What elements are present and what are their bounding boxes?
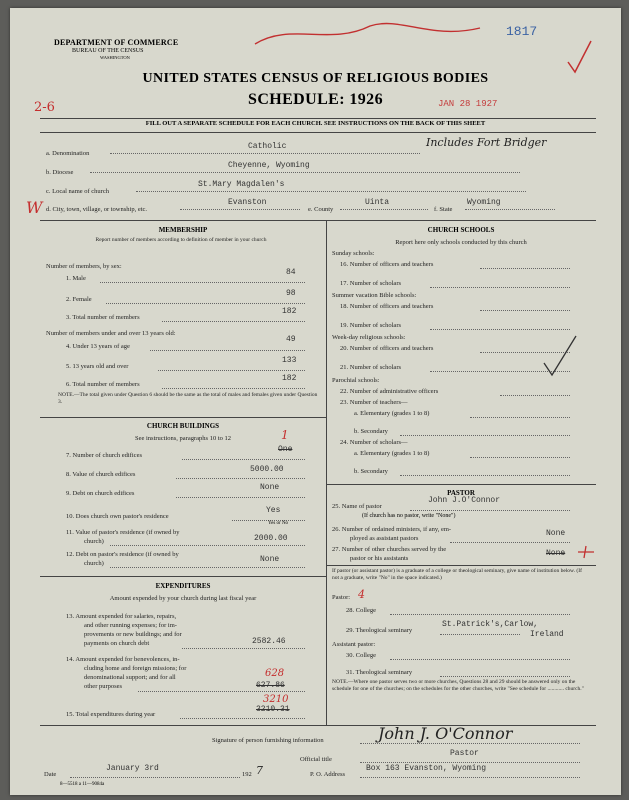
female-label: 2. Female (66, 296, 92, 303)
parochial-label: Parochial schools: (332, 377, 380, 384)
sunday-label: Sunday schools: (332, 250, 375, 257)
residence-value: Yes (266, 506, 281, 515)
benevolences-value: 627.86 (256, 681, 285, 690)
q16-label: 16. Number of officers and teachers (340, 261, 434, 268)
scribble-mark (250, 16, 490, 52)
total-members-label: 3. Total number of members (66, 314, 140, 321)
total-members-value: 182 (282, 307, 297, 316)
q24-label: 24. Number of scholars— (340, 439, 408, 446)
census-schedule-page (10, 8, 621, 795)
pastor-name-note: (If church has no pastor, write "None") (362, 513, 456, 519)
total-exp-label: 15. Total expenditures during year (66, 711, 156, 718)
church-name-value: St.Mary Magdalen's (198, 180, 285, 189)
q23-label: 23. Number of teachers— (340, 399, 408, 406)
total-members2-value: 182 (282, 374, 297, 383)
address-value: Box 163 Evanston, Wyoming (366, 764, 487, 773)
assistant-pastor-label: Assistant pastor: (332, 641, 376, 648)
q26-line1: 26. Number of ordained ministers, if any, em- (332, 526, 452, 533)
by-sex-label: Number of members, by sex: (46, 263, 122, 270)
q20-label: 20. Number of officers and teachers (340, 345, 434, 352)
q24a-label: a. Elementary (grades 1 to 8) (354, 450, 430, 457)
under13-label: 4. Under 13 years of age (66, 343, 130, 350)
year-hw: 7 (256, 764, 263, 777)
summer-label: Summer vacation Bible schools: (332, 292, 417, 299)
salaries-value: 2582.46 (252, 637, 286, 646)
res-debt-value: None (260, 555, 280, 564)
expenditures-heading: EXPENDITURES (155, 582, 211, 590)
check-icon (565, 38, 595, 78)
q29-label: 29. Theological seminary (346, 627, 413, 634)
female-value: 98 (286, 289, 296, 298)
graduate-note: If pastor (or assistant pastor) is a graduate of a college or theological seminary, give name of institution below. (If not a graduate, write "No" in the space indicated.) (332, 568, 582, 581)
q13-line1: 13. Amount expended for salaries, repairs, (66, 613, 177, 620)
q14-line4: other purposes (84, 683, 123, 690)
pastor-heading: PASTOR (447, 489, 475, 497)
diocese-value: Cheyenne, Wyoming (228, 161, 310, 170)
state-label: f. State (434, 206, 453, 213)
pastor-hw: 4 (358, 588, 365, 601)
res-value-value: 2000.00 (254, 534, 288, 543)
date-value: January 3rd (106, 764, 159, 773)
edifices-label: 7. Number of church edifices (66, 452, 142, 459)
page-title: UNITED STATES CENSUS OF RELIGIOUS BODIES (142, 71, 489, 86)
total-exp-value: 3210.31 (256, 705, 290, 714)
q31-label: 31. Theological seminary (346, 669, 413, 676)
red-mark (576, 544, 596, 560)
q13-line2: and other running expenses; for im- (84, 622, 177, 629)
city-value: Evanston (228, 198, 267, 207)
benevolences-hw: 628 (265, 668, 285, 679)
official-title-label: Official title (300, 756, 332, 763)
seminary-line1: St.Patrick's,Carlow, (442, 620, 539, 629)
res-debt-label-1: 12. Debt on pastor's residence (if owned by (66, 551, 179, 558)
weekday-label: Week-day religious schools: (332, 334, 406, 341)
q21-label: 21. Number of scholars (340, 364, 402, 371)
expenditures-intro: Amount expended by your church during last fiscal year (109, 595, 257, 602)
q17-label: 17. Number of scholars (340, 280, 402, 287)
pastor-name-value: John J.O'Connor (428, 496, 501, 505)
yes-no-label: Yes or No (268, 521, 289, 526)
church-name-label: c. Local name of church (46, 188, 109, 195)
pastor-note: NOTE.—Where one pastor serves two or more churches, Questions 28 and 29 should be answered only on the schedule for one of the churches; on the schedules for the other churches, write "See schedule for ............ church." (332, 679, 584, 692)
county-label: e. County (308, 206, 334, 213)
check-icon (540, 333, 580, 379)
res-debt-label-2: church) (84, 560, 104, 567)
seminary-line2: Ireland (530, 630, 564, 639)
q13-line4: payments on church debt (84, 640, 150, 647)
date-label: Date (44, 771, 57, 778)
over13-label: 5. 13 years old and over (66, 363, 129, 370)
margin-w-note: W (26, 198, 43, 217)
official-title-value: Pastor (450, 749, 479, 758)
value-edifices-value: 5000.00 (250, 465, 284, 474)
debt-edifices-value: None (260, 483, 280, 492)
q24b-label: b. Secondary (354, 468, 388, 475)
value-edifices-label: 8. Value of church edifices (66, 471, 136, 478)
fill-out-instruction: FILL OUT A SEPARATE SCHEDULE FOR EACH CHURCH. SEE INSTRUCTIONS ON THE BACK OF THIS SHEET (145, 120, 486, 127)
received-date-stamp: JAN 28 1927 (438, 99, 498, 109)
q27-line1: 27. Number of other churches served by the (332, 546, 447, 553)
signature-value: John J. O'Connor (378, 724, 513, 743)
schools-intro: Report here only schools conducted by this church (395, 239, 527, 246)
department-label: DEPARTMENT OF COMMERCE (54, 38, 179, 47)
res-value-label-2: church) (84, 538, 104, 545)
assistants-value: None (546, 529, 566, 538)
residence-label: 10. Does church own pastor's residence (66, 513, 169, 520)
q18-label: 18. Number of officers and teachers (340, 303, 434, 310)
q13-line3: provements or new buildings; and for (84, 631, 182, 638)
washington-label: WASHINGTON (100, 55, 130, 60)
county-value: Uinta (365, 198, 390, 207)
edifices-value: One (278, 445, 293, 454)
buildings-instr: See instructions, paragraphs 10 to 12 (134, 435, 232, 442)
q23b-label: b. Secondary (354, 428, 388, 435)
other-churches-value: None (546, 549, 566, 558)
margin-note: 2-6 (34, 100, 55, 115)
q26-line2: ployed as assistant pastors (350, 535, 419, 542)
male-value: 84 (286, 268, 296, 277)
age-heading: Number of members under and over 13 years old: (46, 330, 176, 337)
male-label: 1. Male (66, 275, 86, 282)
schedule-title: SCHEDULE: 1926 (248, 91, 383, 108)
q30-label: 30. College (346, 652, 376, 659)
q22-label: 22. Number of administrative officers (340, 388, 439, 395)
pastor-name-label: 25. Name of pastor (332, 503, 382, 510)
under13-value: 49 (286, 335, 296, 344)
q23a-label: a. Elementary (grades 1 to 8) (354, 410, 430, 417)
q19-label: 19. Number of scholars (340, 322, 402, 329)
q28-label: 28. College (346, 607, 376, 614)
debt-edifices-label: 9. Debt on church edifices (66, 490, 135, 497)
total-exp-hw: 3210 (263, 694, 289, 705)
diocese-label: b. Diocese (46, 169, 74, 176)
denomination-label: a. Denomination (46, 150, 90, 157)
membership-heading: MEMBERSHIP (158, 226, 208, 234)
q14-line3: denominational support; and for all (84, 674, 176, 681)
membership-intro: Report number of members according to definition of member in your church (95, 237, 267, 243)
total-members2-label: 6. Total number of members (66, 381, 140, 388)
q27-line2: pastor or his assistants (350, 555, 409, 562)
q14-line2: cluding home and foreign missions; for (84, 665, 187, 672)
denomination-note: Includes Fort Bridger (426, 136, 547, 149)
schools-heading: CHURCH SCHOOLS (427, 226, 495, 234)
over13-value: 133 (282, 356, 297, 365)
bureau-label: BUREAU OF THE CENSUS (72, 48, 144, 54)
address-label: P. O. Address (310, 771, 346, 778)
signature-label: Signature of person furnishing information (212, 737, 324, 744)
buildings-heading: CHURCH BUILDINGS (146, 422, 220, 430)
edifices-hw: 1 (281, 428, 289, 442)
form-number: 8—5518 a 11—9084a (60, 782, 105, 787)
res-value-label-1: 11. Value of pastor's residence (if owned by (66, 529, 180, 536)
pastor-label: Pastor: (332, 594, 351, 601)
q14-line1: 14. Amount expended for benevolences, in- (66, 656, 180, 663)
state-value: Wyoming (467, 198, 501, 207)
year-prefix: 192 (242, 771, 252, 778)
stamp-number: 1817 (506, 24, 538, 39)
city-label: d. City, town, village, or township, etc. (46, 206, 148, 213)
denomination-value: Catholic (248, 142, 287, 151)
membership-note: NOTE.—The total given under Question 6 should be the same as the total of males and females given under Question 3. (58, 392, 318, 405)
